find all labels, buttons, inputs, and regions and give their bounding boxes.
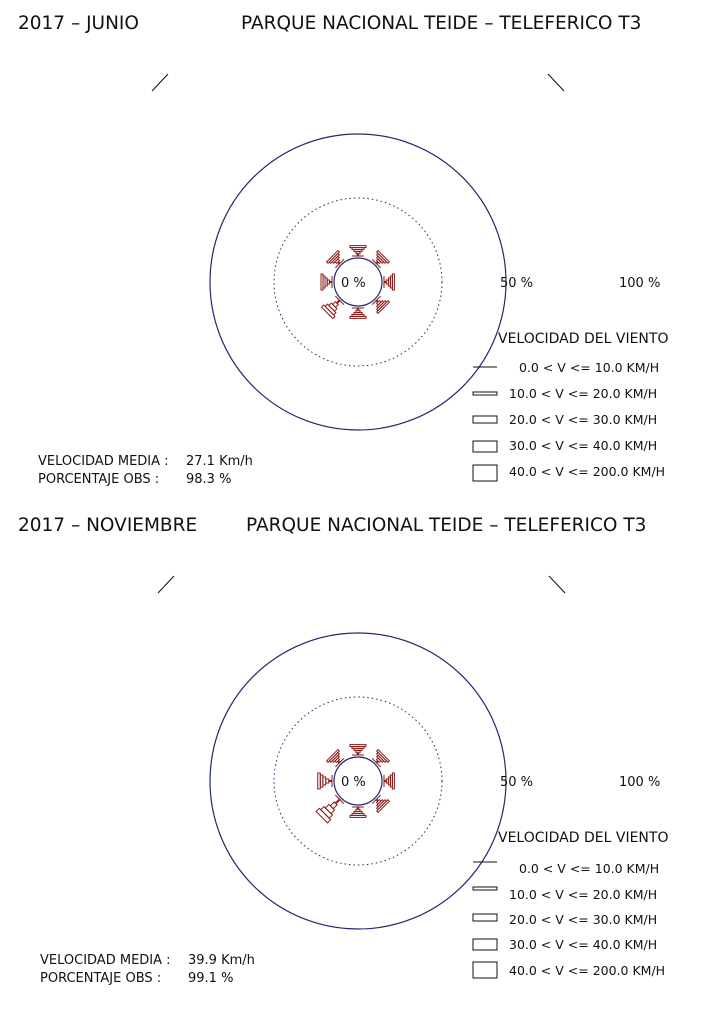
station-name: PARQUE NACIONAL TEIDE – TELEFERICO T3 [246,515,647,536]
petal-s-band-5 [350,815,366,817]
petal-n-band-5 [350,745,366,747]
petal-n [350,246,366,256]
legend-swatch-2 [473,392,497,395]
corner-tick-right [548,74,564,91]
petal-se [371,295,390,314]
legend-swatch-4 [473,441,497,452]
petal-se [371,794,390,813]
petal-s-band-5 [350,316,366,318]
corner-tick-left [158,576,174,593]
petal-w-band-5 [321,274,323,290]
petal-nw [327,750,346,769]
legend-label-2: 10.0 < V <= 20.0 KM/H [509,386,658,401]
legend-label-4: 30.0 < V <= 40.0 KM/H [509,438,658,453]
legend-swatch-5 [473,465,497,481]
ring-label-100: 100 % [619,276,661,291]
stat-obs-value: 99.1 % [188,971,234,986]
chart-noviembre [18,515,668,986]
legend-label-1: 0.0 < V <= 10.0 KM/H [519,360,660,375]
petal-sw [321,295,345,319]
station-name: PARQUE NACIONAL TEIDE – TELEFERICO T3 [241,13,642,34]
legend-swatch-4 [473,939,497,950]
petal-e-band-5 [392,773,394,789]
petal-w [318,773,332,789]
legend-label-1: 0.0 < V <= 10.0 KM/H [519,861,660,876]
legend-swatch-3 [473,914,497,921]
legend-swatch-5 [473,962,497,978]
petal-s [350,308,366,318]
stat-mean-speed-value: 27.1 Km/h [186,454,253,469]
legend-label-3: 20.0 < V <= 30.0 KM/H [509,912,658,927]
petal-nw [327,251,346,270]
stat-obs-label: PORCENTAJE OBS : [40,971,162,986]
petal-n [350,745,366,755]
stat-mean-speed-label: VELOCIDAD MEDIA : [40,953,171,968]
stats [38,454,253,487]
legend-swatch-2 [473,887,497,890]
stat-mean-speed-label: VELOCIDAD MEDIA : [38,454,169,469]
legend-label-4: 30.0 < V <= 40.0 KM/H [509,937,658,952]
legend-swatch-3 [473,416,497,423]
chart-title: 2017 – NOVIEMBRE [18,515,198,536]
petal-e-band-5 [392,274,394,290]
ring-label-50: 50 % [500,276,534,291]
petal-e [384,274,394,290]
chart-title: 2017 – JUNIO [18,13,139,34]
stat-obs-label: PORCENTAJE OBS : [38,472,160,487]
stat-obs-value: 98.3 % [186,472,232,487]
corner-tick-left [152,74,168,91]
legend-label-3: 20.0 < V <= 30.0 KM/H [509,412,658,427]
petal-ne [371,750,390,769]
center-label: 0 % [341,276,366,291]
legend-label-5: 40.0 < V <= 200.0 KM/H [509,963,666,978]
chart-junio [18,13,668,487]
legend-label-5: 40.0 < V <= 200.0 KM/H [509,464,666,479]
center-label: 0 % [341,775,366,790]
legend [473,861,665,978]
legend-title: VELOCIDAD DEL VIENTO [498,830,669,846]
petal-s [350,807,366,817]
petal-w-band-5 [318,773,321,789]
petal-n-band-5 [350,246,366,248]
stat-mean-speed-value: 39.9 Km/h [188,953,255,968]
petal-e [384,773,394,789]
petal-w [321,274,332,290]
petal-sw-band-4 [321,807,333,819]
legend [473,360,665,481]
legend-label-2: 10.0 < V <= 20.0 KM/H [509,887,658,902]
corner-tick-right [549,576,565,593]
legend-title: VELOCIDAD DEL VIENTO [498,331,669,347]
ring-label-100: 100 % [619,775,661,790]
stats [40,953,255,986]
petal-sw-band-5 [321,305,335,319]
petal-ne [371,251,390,270]
ring-label-50: 50 % [500,775,534,790]
